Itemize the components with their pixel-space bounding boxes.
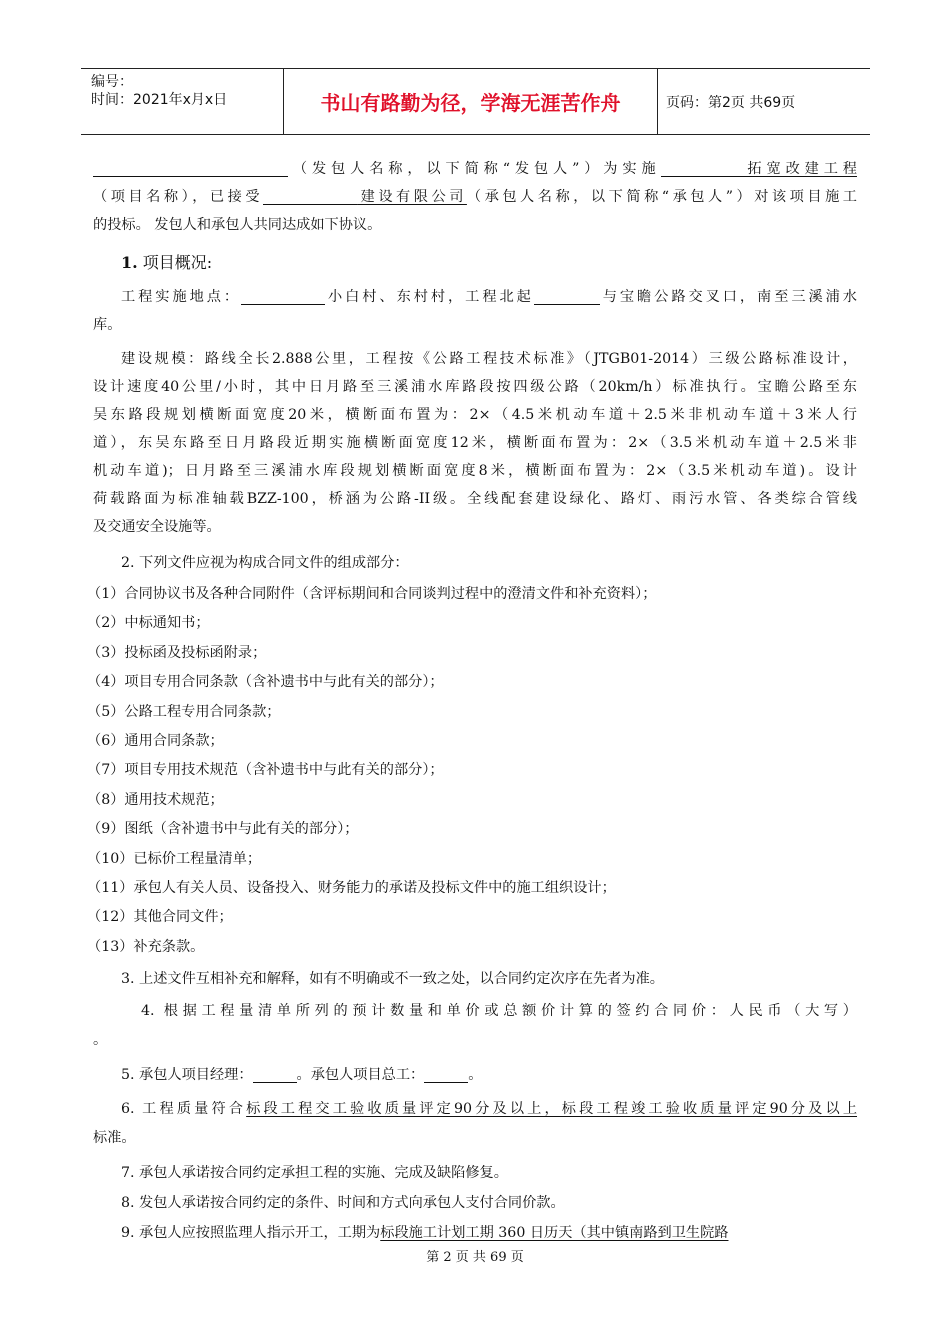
intro-line-2: （项目名称），已接受 建设有限公司（承包人名称，以下简称“承包人”）对该项目施工 bbox=[93, 183, 857, 211]
list-item: （9）图纸（含补遗书中与此有关的部分）； bbox=[87, 821, 359, 838]
construction-period: 标段施工计划工期 360 日历天（其中镇南路到卫生院路 bbox=[380, 1225, 729, 1242]
section-8: 8. 发包人承诺按合同约定的条件、时间和方式向承包人支付合同价款。 bbox=[121, 1195, 565, 1212]
chief-engineer-blank bbox=[424, 1064, 468, 1083]
header-meta bbox=[81, 69, 283, 134]
scale-line: 道），东吴东路至日月路段近期实施横断面宽度12米，横断面布置为：2×（3.5米机动车道＋2.5米非 bbox=[93, 435, 857, 451]
document-list bbox=[53, 580, 857, 962]
section-4: 4. 根据工程量清单所列的预计数量和单价或总额价计算的签约合同价：人民币（大写） bbox=[141, 1003, 857, 1020]
list-item: （12）其他合同文件； bbox=[87, 909, 233, 926]
location-blank-2 bbox=[534, 286, 600, 305]
section-6: 6. 工程质量符合标段工程交工验收质量评定90分及以上，标段工程竣工验收质量评定90分及以上 bbox=[121, 1101, 858, 1118]
section-5: 5. 承包人项目经理： 。承包人项目总工： 。 bbox=[93, 1060, 857, 1090]
scale-line: 吴东路段规划横断面宽度20米，横断面布置为：2×（4.5米机动车道＋2.5米非机动车道＋3米人行 bbox=[93, 407, 857, 423]
scale-line: 荷载路面为标准轴载BZZ-100，桥涵为公路-II级。全线配套建设绿化、路灯、雨污水管、各类综合管线 bbox=[93, 491, 857, 507]
list-item: （2）中标通知书； bbox=[87, 615, 210, 632]
location-line-end: 库。 bbox=[93, 317, 122, 333]
list-item: （6）通用合同条款； bbox=[87, 733, 224, 750]
document-time-label: 时间：2021年x月x日 bbox=[91, 92, 228, 108]
intro-line-1: （发包人名称，以下简称“发包人”）为实施 拓宽改建工程 bbox=[93, 155, 857, 183]
project-blank bbox=[661, 158, 743, 177]
scale-paragraph bbox=[93, 345, 857, 541]
header-page-info: 页码：第2页 共69页 bbox=[666, 94, 796, 111]
employer-name-blank bbox=[93, 158, 288, 177]
section-9: 9. 承包人应按照监理人指示开工，工期为标段施工计划工期 360 日历天（其中镇南路到卫生院路 bbox=[121, 1225, 729, 1242]
document-body bbox=[87, 155, 858, 1248]
section-3: 3. 上述文件互相补充和解释，如有不明确或不一致之处，以合同约定次序在先者为准。 bbox=[121, 971, 664, 988]
document-number-label: 编号： bbox=[91, 74, 133, 90]
section-4-cont: 。 bbox=[93, 1032, 108, 1049]
location-blank-1 bbox=[241, 286, 325, 305]
list-item: （1）合同协议书及各种合同附件（含评标期间和合同谈判过程中的澄清文件和补充资料）； bbox=[87, 586, 657, 602]
header-motto: 书山有路勤为径，学海无涯苦作舟 bbox=[283, 69, 658, 134]
quality-standard: 标段工程交工验收质量评定90分及以上，标段工程竣工验收质量评定90分及以上 bbox=[246, 1101, 858, 1118]
section-2-heading: 2. 下列文件应视为构成合同文件的组成部分： bbox=[121, 555, 409, 571]
list-item: （13）补充条款。 bbox=[87, 938, 205, 955]
scale-line: 及交通安全设施等。 bbox=[93, 519, 221, 535]
section-7: 7. 承包人承诺按合同约定承担工程的实施、完成及缺陷修复。 bbox=[121, 1165, 508, 1182]
list-item: （5）公路工程专用合同条款； bbox=[87, 703, 281, 720]
list-item: （4）项目专用合同条款（含补遗书中与此有关的部分）； bbox=[87, 674, 444, 691]
intro-line-3: 的投标。 发包人和承包人共同达成如下协议。 bbox=[93, 217, 382, 233]
page-header bbox=[81, 68, 870, 135]
project-name: 拓宽改建工程 bbox=[742, 161, 857, 177]
list-item: （7）项目专用技术规范（含补遗书中与此有关的部分）； bbox=[87, 762, 444, 779]
contractor-name: 建设有限公司 bbox=[357, 189, 467, 205]
section-6-cont: 标准。 bbox=[93, 1130, 136, 1147]
project-manager-blank bbox=[253, 1064, 297, 1083]
scale-line: 设计速度40公里/小时，其中日月路至三溪浦水库路段按四级公路（20km/h）标准执行。宝瞻公路至东 bbox=[93, 379, 857, 395]
page-footer: 第 2 页 共 69 页 bbox=[426, 1250, 524, 1265]
scale-line: 建设规模：路线全长2.888公里，工程按《公路工程技术标准》（JTGB01-2014）三级公路标准设计， bbox=[121, 351, 857, 367]
list-item: （3）投标函及投标函附录； bbox=[87, 644, 267, 661]
section-1-heading: 1. 项目概况: bbox=[121, 253, 213, 272]
list-item: （10）已标价工程量清单； bbox=[87, 850, 262, 867]
contractor-blank bbox=[263, 186, 357, 205]
location-line: 工程实施地点： 小白村、东村村，工程北起 与宝瞻公路交叉口，南至三溪浦水 bbox=[93, 283, 857, 311]
scale-line: 机动车道)；日月路至三溪浦水库段规划横断面宽度8米，横断面布置为：2×（3.5米机动车道)。设计 bbox=[93, 463, 857, 479]
list-item: （8）通用技术规范； bbox=[87, 791, 224, 808]
list-item: （11）承包人有关人员、设备投入、财务能力的承诺及投标文件中的施工组织设计； bbox=[87, 880, 616, 897]
